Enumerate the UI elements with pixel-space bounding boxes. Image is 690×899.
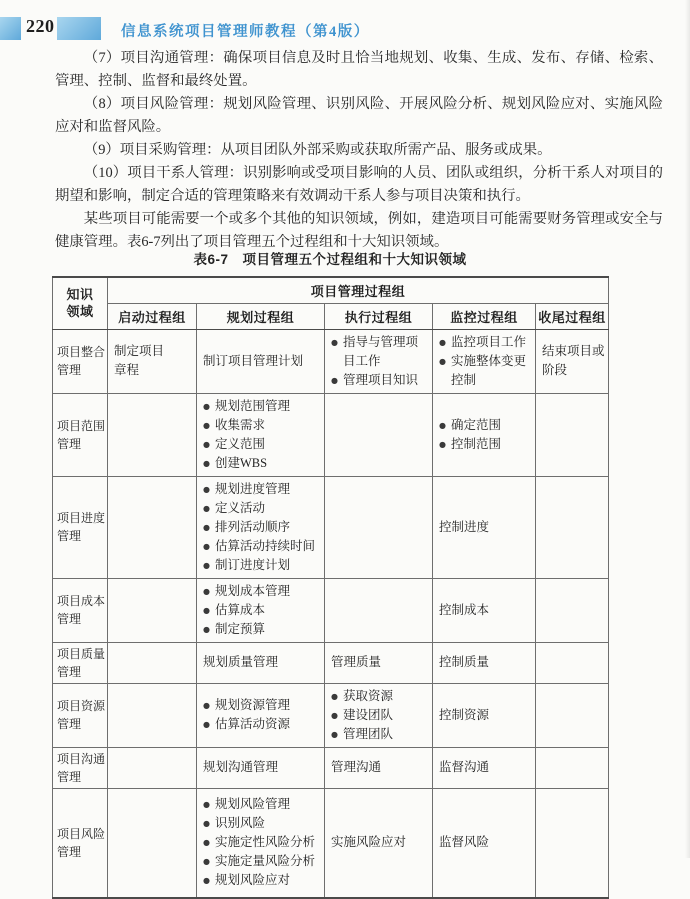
corner-header-label: 知识领域 bbox=[66, 287, 94, 320]
bullet-icon: ● bbox=[203, 401, 210, 411]
table-cell bbox=[325, 788, 433, 898]
knowledge-area-label: 项目质量管理 bbox=[53, 642, 108, 683]
bullet-text: 规划进度管理 bbox=[214, 481, 290, 496]
page-number: 220 bbox=[26, 16, 55, 36]
paragraph-other-knowledge-areas: 某些项目可能需要一个或多个其他的知识领域，例如，建造项目可能需要财务管理或安全与健康管理。表6-7列出了项目管理五个过程组和十大知识领域。 bbox=[55, 211, 663, 250]
bullet-text: 估算活动资源 bbox=[214, 717, 290, 731]
table-cell bbox=[197, 476, 325, 578]
bullet-item bbox=[203, 814, 322, 833]
column-header-monitoring: 监控过程组 bbox=[433, 303, 536, 329]
column-header-closing: 收尾过程组 bbox=[536, 303, 609, 329]
bullet-text: 建设团队 bbox=[342, 707, 393, 722]
bullet-item bbox=[203, 499, 322, 518]
table-cell bbox=[108, 476, 197, 578]
bullet-item bbox=[203, 480, 322, 499]
bullet-icon: ● bbox=[203, 701, 210, 710]
bullet-text: 实施整体变更控制 bbox=[450, 353, 526, 387]
bullet-icon: ● bbox=[203, 420, 210, 430]
table-row-risk bbox=[53, 788, 609, 898]
bullet-icon: ● bbox=[203, 560, 210, 570]
column-header-initiating: 启动过程组 bbox=[108, 303, 197, 329]
cell-text: 制定项目章程 bbox=[114, 344, 165, 377]
bullet-icon: ● bbox=[331, 375, 338, 385]
bullet-item bbox=[203, 582, 322, 601]
bullet-item bbox=[439, 352, 533, 390]
bullet-item bbox=[331, 687, 430, 706]
bullet-item bbox=[331, 371, 430, 390]
table-cell bbox=[108, 747, 197, 788]
bullet-text: 识别风险 bbox=[214, 816, 265, 831]
bullet-icon: ● bbox=[439, 420, 446, 430]
table-row-resource bbox=[53, 683, 609, 747]
paragraph-procurement-mgmt: （9）项目采购管理：从项目团队外部采购或获取所需产品、服务或成果。 bbox=[83, 142, 552, 158]
bullet-text: 实施定性风险分析 bbox=[214, 835, 315, 850]
bullet-icon: ● bbox=[203, 503, 210, 513]
knowledge-area-label: 项目风险管理 bbox=[53, 788, 108, 898]
table-row-communication bbox=[53, 747, 609, 788]
table-row-quality bbox=[53, 642, 609, 683]
bullet-icon: ● bbox=[203, 876, 210, 886]
bullet-text: 创建WBS bbox=[214, 455, 268, 470]
bullet-text: 制订进度计划 bbox=[214, 557, 290, 572]
table-cell bbox=[108, 578, 197, 642]
bullet-icon: ● bbox=[331, 710, 338, 720]
cell-text: 实施风险应对 bbox=[331, 835, 407, 850]
table-cell bbox=[325, 642, 433, 683]
bullet-text: 管理团队 bbox=[342, 726, 393, 741]
bullet-item bbox=[203, 833, 322, 852]
knowledge-area-label: 项目进度管理 bbox=[53, 476, 108, 578]
bullet-item bbox=[203, 795, 322, 814]
bullet-item bbox=[331, 725, 430, 744]
bullet-icon: ● bbox=[203, 857, 210, 867]
knowledge-area-label: 项目成本管理 bbox=[53, 578, 108, 642]
table-cell bbox=[536, 578, 609, 642]
bullet-text: 确定范围 bbox=[450, 417, 501, 432]
bullet-icon: ● bbox=[203, 541, 210, 551]
table-cell bbox=[433, 747, 536, 788]
table-cell bbox=[197, 788, 325, 898]
bullet-icon: ● bbox=[203, 439, 210, 449]
bullet-text: 估算成本 bbox=[214, 602, 265, 617]
bullet-icon: ● bbox=[203, 484, 210, 494]
bullet-icon: ● bbox=[203, 838, 210, 848]
cell-text: 制订项目管理计划 bbox=[203, 353, 304, 368]
bullet-text: 估算活动持续时间 bbox=[214, 538, 315, 553]
table-cell bbox=[325, 329, 433, 393]
bullet-text: 定义范围 bbox=[214, 436, 265, 451]
table-cell bbox=[197, 393, 325, 476]
cell-text: 控制进度 bbox=[439, 519, 490, 534]
bullet-text: 规划范围管理 bbox=[214, 398, 290, 413]
table-cell bbox=[536, 683, 609, 747]
column-header-planning: 规划过程组 bbox=[197, 303, 325, 329]
table-row-schedule bbox=[53, 476, 609, 578]
bullet-item bbox=[203, 454, 322, 473]
table-header-row-columns bbox=[53, 303, 609, 329]
body-text-block bbox=[55, 47, 663, 254]
bullet-item bbox=[439, 333, 533, 352]
table-row-integration bbox=[53, 329, 609, 393]
table-cell bbox=[197, 747, 325, 788]
bullet-icon: ● bbox=[203, 720, 210, 729]
bullet-item bbox=[331, 333, 430, 371]
bullet-item bbox=[203, 518, 322, 537]
bullet-item bbox=[203, 715, 322, 734]
cell-text: 监督风险 bbox=[439, 835, 490, 850]
bullet-text: 定义活动 bbox=[214, 500, 265, 515]
cell-text: 规划沟通管理 bbox=[203, 760, 279, 774]
group-header-process-groups: 项目管理过程组 bbox=[108, 277, 609, 303]
cell-text: 控制成本 bbox=[439, 602, 490, 617]
knowledge-area-label: 项目整合管理 bbox=[53, 329, 108, 393]
knowledge-area-label: 项目资源管理 bbox=[53, 683, 108, 747]
bullet-text: 管理项目知识 bbox=[342, 372, 418, 387]
bullet-icon: ● bbox=[203, 586, 210, 596]
bullet-text: 规划成本管理 bbox=[214, 583, 290, 598]
table-cell bbox=[108, 788, 197, 898]
bullet-text: 指导与管理项目工作 bbox=[342, 334, 418, 368]
corner-header-knowledge-area bbox=[53, 277, 108, 329]
bullet-item bbox=[439, 435, 533, 454]
bullet-item bbox=[203, 871, 322, 890]
bullet-item bbox=[203, 397, 322, 416]
table-cell bbox=[536, 393, 609, 476]
bullet-icon: ● bbox=[203, 624, 210, 634]
cell-text: 结束项目或阶段 bbox=[542, 344, 605, 377]
header-accent-square-icon bbox=[0, 17, 21, 40]
bullet-text: 排列活动顺序 bbox=[214, 519, 290, 534]
bullet-icon: ● bbox=[203, 458, 210, 468]
bullet-icon: ● bbox=[439, 356, 446, 366]
paragraph-communication-mgmt: （7）项目沟通管理：确保项目信息及时且恰当地规划、收集、生成、发布、存储、检索、管理、控制、监督和最终处置。 bbox=[55, 50, 663, 89]
table-cell bbox=[197, 329, 325, 393]
knowledge-area-label: 项目范围管理 bbox=[53, 393, 108, 476]
bullet-item bbox=[203, 435, 322, 454]
bullet-text: 收集需求 bbox=[214, 417, 265, 432]
table-cell bbox=[325, 747, 433, 788]
bullet-item bbox=[203, 852, 322, 871]
bullet-icon: ● bbox=[331, 337, 338, 347]
bullet-item bbox=[203, 556, 322, 575]
bullet-item bbox=[439, 416, 533, 435]
bullet-icon: ● bbox=[331, 691, 338, 701]
bullet-icon: ● bbox=[203, 819, 210, 829]
table-cell bbox=[325, 578, 433, 642]
table-cell bbox=[197, 683, 325, 747]
table-row-scope bbox=[53, 393, 609, 476]
table-row-cost bbox=[53, 578, 609, 642]
bullet-text: 获取资源 bbox=[342, 688, 393, 703]
bullet-icon: ● bbox=[203, 605, 210, 615]
bullet-icon: ● bbox=[331, 729, 338, 739]
table-cell bbox=[536, 747, 609, 788]
table-cell bbox=[197, 578, 325, 642]
table-cell bbox=[108, 683, 197, 747]
header-accent-bar-icon bbox=[57, 17, 101, 40]
bullet-text: 监控项目工作 bbox=[450, 334, 526, 349]
knowledge-area-label: 项目沟通管理 bbox=[53, 747, 108, 788]
bullet-item bbox=[203, 416, 322, 435]
table-cell bbox=[536, 788, 609, 898]
cell-text: 管理质量 bbox=[331, 655, 382, 669]
cell-text: 管理沟通 bbox=[331, 760, 382, 774]
table-caption: 表6-7 项目管理五个过程组和十大知识领域 bbox=[193, 252, 467, 267]
table-cell bbox=[433, 476, 536, 578]
cell-text: 控制资源 bbox=[439, 707, 490, 722]
table-cell bbox=[433, 788, 536, 898]
bullet-text: 规划风险管理 bbox=[214, 797, 290, 812]
table-header-row-group bbox=[53, 277, 609, 303]
book-title: 信息系统项目管理师教程（第4版） bbox=[121, 24, 370, 40]
bullet-item bbox=[331, 706, 430, 725]
table-cell bbox=[433, 683, 536, 747]
bullet-item bbox=[203, 537, 322, 556]
table-cell bbox=[325, 476, 433, 578]
table-cell bbox=[108, 642, 197, 683]
cell-text: 控制质量 bbox=[439, 655, 490, 669]
table-cell bbox=[433, 642, 536, 683]
table-cell bbox=[325, 393, 433, 476]
bullet-icon: ● bbox=[439, 439, 446, 449]
paragraph-risk-mgmt: （8）项目风险管理：规划风险管理、识别风险、开展风险分析、规划风险应对、实施风险应对和监督风险。 bbox=[55, 96, 663, 135]
table-cell bbox=[536, 642, 609, 683]
paragraph-stakeholder-mgmt: （10）项目干系人管理：识别影响或受项目影响的人员、团队或组织，分析干系人对项目的期望和影响，制定合适的管理策略来有效调动干系人参与项目决策和执行。 bbox=[55, 165, 663, 204]
bullet-text: 制定预算 bbox=[214, 621, 265, 636]
table-cell bbox=[433, 578, 536, 642]
table-6-7-section bbox=[52, 248, 608, 899]
bullet-text: 规划风险应对 bbox=[214, 873, 290, 888]
table-cell bbox=[108, 393, 197, 476]
bullet-item bbox=[203, 696, 322, 715]
cell-text: 监督沟通 bbox=[439, 760, 490, 774]
bullet-item bbox=[203, 601, 322, 620]
bullet-icon: ● bbox=[439, 337, 446, 347]
bullet-text: 规划资源管理 bbox=[214, 698, 290, 712]
table-cell bbox=[197, 642, 325, 683]
bullet-item bbox=[203, 620, 322, 639]
cell-text: 规划质量管理 bbox=[203, 655, 279, 669]
table-cell bbox=[536, 329, 609, 393]
table-cell bbox=[108, 329, 197, 393]
bullet-icon: ● bbox=[203, 522, 210, 532]
table-cell bbox=[433, 393, 536, 476]
bullet-text: 控制范围 bbox=[450, 436, 501, 451]
bullet-text: 实施定量风险分析 bbox=[214, 854, 315, 869]
bullet-icon: ● bbox=[203, 800, 210, 810]
process-groups-knowledge-areas-table bbox=[52, 276, 609, 899]
table-cell bbox=[325, 683, 433, 747]
table-cell bbox=[536, 476, 609, 578]
column-header-executing: 执行过程组 bbox=[325, 303, 433, 329]
table-cell bbox=[433, 329, 536, 393]
